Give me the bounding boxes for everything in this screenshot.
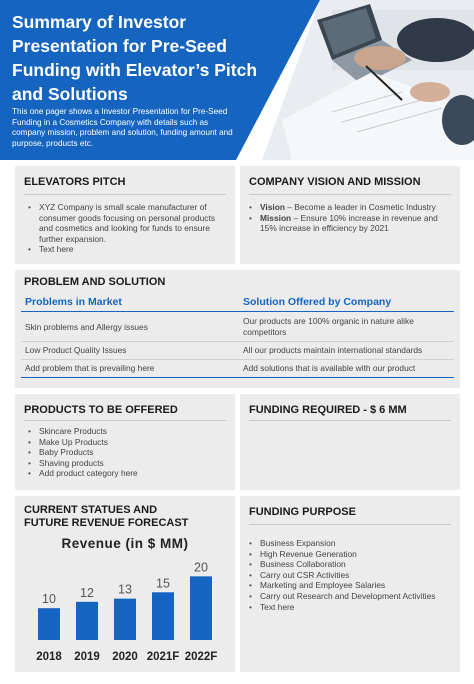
list-item: [248, 213, 454, 234]
list-item: • Marketing and Employee Salaries: [248, 580, 458, 591]
vision-mission-heading: COMPANY VISION AND MISSION: [249, 176, 421, 188]
mission-text: – Ensure 10% increase in revenue and 15% increase in efficiency by 2021: [260, 212, 438, 234]
list-item: • Business Collaboration: [248, 559, 458, 570]
data-label-2022F: 20: [194, 560, 208, 575]
problem-solution-panel: [15, 270, 460, 388]
funding-purpose-heading: FUNDING PURPOSE: [249, 506, 356, 518]
funding-required-panel: [240, 394, 460, 490]
funding-purpose-list: [248, 538, 458, 612]
bar-2021F: [152, 592, 174, 640]
chart-title: Revenue (in $ MM): [61, 536, 189, 551]
revenue-chart: [15, 496, 235, 672]
list-item: • High Revenue Generation: [248, 549, 458, 560]
list-item: • Make Up Products: [27, 437, 227, 448]
bar-2019: [76, 602, 98, 640]
vision-mission-panel: [240, 166, 460, 264]
divider: [24, 420, 226, 421]
mission-label: Mission: [260, 212, 292, 223]
list-item: [248, 202, 454, 213]
products-heading: PRODUCTS TO BE OFFERED: [24, 404, 178, 416]
elevator-pitch-list: [27, 202, 227, 255]
forecast-heading-line1: CURRENT STATUES AND: [24, 504, 158, 516]
table-row: [21, 342, 454, 360]
category-label-2019: 2019: [74, 651, 100, 663]
vision-text: – Become a leader in Cosmetic Industry: [284, 202, 436, 212]
problem-cell: Skin problems and Allergy issues: [25, 322, 148, 332]
list-item: • XYZ Company is small scale manufacturer of consumer goods focusing on personal products and cosmetics and looking for funds to ensure further expansion.: [27, 202, 227, 244]
funding-required-heading: FUNDING REQUIRED - $ 6 MM: [249, 404, 407, 416]
list-item: • Text here: [248, 602, 458, 613]
solution-cell: Our products are 100% organic in nature alike competitors: [243, 316, 414, 337]
header: [0, 0, 474, 160]
list-item: • Carry out Research and Development Activities: [248, 591, 458, 602]
problem-cell: Low Product Quality Issues: [25, 345, 127, 355]
data-label-2019: 12: [80, 585, 94, 600]
list-item: • Add product category here: [27, 468, 227, 479]
vision-label: Vision: [260, 202, 285, 212]
column-header-problems: Problems in Market: [25, 296, 122, 308]
data-label-2021F: 15: [156, 576, 170, 591]
data-label-2020: 13: [118, 582, 132, 597]
bar-2018: [38, 608, 60, 640]
divider: [24, 194, 226, 195]
list-item: • Carry out CSR Activities: [248, 570, 458, 581]
funding-purpose-panel: [240, 496, 460, 672]
table-row: [21, 314, 454, 342]
bar-2020: [114, 599, 136, 640]
list-item: • Shaving products: [27, 458, 227, 469]
list-item: • Baby Products: [27, 447, 227, 458]
vision-mission-list: [248, 202, 454, 234]
category-label-2020: 2020: [112, 651, 138, 663]
table-header: [21, 292, 454, 312]
data-label-2018: 10: [42, 592, 56, 607]
bar-2022F: [190, 576, 212, 640]
elevator-pitch-heading: ELEVATORS PITCH: [24, 176, 126, 188]
column-header-solutions: Solution Offered by Company: [243, 296, 392, 308]
header-photo: [262, 0, 474, 160]
divider: [249, 194, 451, 195]
list-item: • Text here: [27, 244, 227, 255]
elevator-pitch-panel: [15, 166, 235, 264]
divider: [249, 524, 451, 525]
list-item: • Business Expansion: [248, 538, 458, 549]
solution-cell: All our products maintain international standards: [243, 345, 423, 355]
category-label-2018: 2018: [36, 651, 62, 663]
category-label-2021F: 2021F: [146, 651, 180, 663]
table-row: [21, 360, 454, 378]
problem-solution-heading: PROBLEM AND SOLUTION: [24, 276, 166, 288]
page-title: Summary of Investor Presentation for Pre-Seed Funding with Elevator’s Pitch and Solutions: [12, 12, 258, 104]
page-subtitle: This one pager shows a Investor Presentation for Pre-Seed Funding in a Cosmetics Company with details such as company mission, problem and solution, funding amount and purpose, products etc.: [12, 107, 233, 148]
divider: [249, 420, 451, 421]
forecast-heading-line2: FUTURE REVENUE FORECAST: [24, 517, 189, 529]
list-item: • Skincare Products: [27, 426, 227, 437]
products-list: [27, 426, 227, 479]
solution-cell: Add solutions that is available with our product: [243, 363, 416, 373]
category-label-2022F: 2022F: [184, 651, 218, 663]
problem-cell: Add problem that is prevailing here: [25, 363, 155, 373]
products-panel: [15, 394, 235, 490]
forecast-panel: [15, 496, 235, 672]
